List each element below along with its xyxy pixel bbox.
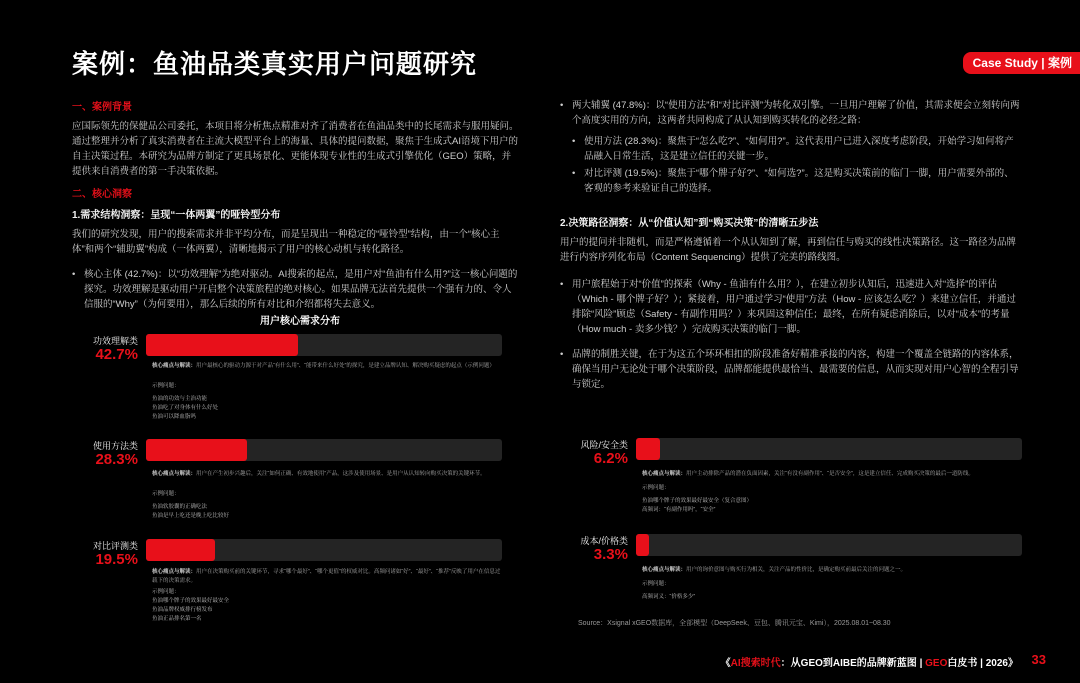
bullet-two-wings: • 两大辅翼 (47.8%)：以“使用方法”和“对比评测”为转化双引擎。一旦用户理解了价值，其需求便会立刻转向两个高度实用的方向，这两者共同构成了从认知到购买转化的必经之路： [560, 98, 1020, 128]
bar-track [636, 438, 1022, 460]
note-2-head: 核心痛点与解读： [152, 471, 197, 477]
note-3-examples [152, 588, 229, 624]
note-3-text: 用户在决策购买前的关键环节，寻求“哪个最好”、“哪个更值”的权威对比。高频问诸如“好”、“最好”、“推荐”反映了用户在信息过载下的决策需求。 [152, 569, 501, 584]
section-insight-heading: 二、核心洞察 [72, 189, 132, 200]
page-number: 33 [1031, 652, 1046, 667]
note-1-ex-item: 鱼油可以降血脂吗 [152, 414, 197, 420]
right-column [560, 98, 1020, 398]
note-3-ex-item: 鱼油品牌权威排行榜发布 [152, 607, 213, 613]
note-1-examples [152, 382, 218, 422]
bar-track [146, 439, 502, 461]
note-1-head: 核心痛点与解读： [152, 363, 197, 369]
sub-bullet-compare: • 对比评测 (19.5%)：聚焦于“哪个牌子好?”、“如何选?”。这是购买决策前的临门一脚，用户需要外部的、客观的参考来验证自己的选择。 [560, 166, 1020, 196]
note-1-ex-item: 鱼油的功效与主治功能 [152, 396, 208, 402]
footer-title [721, 654, 1018, 669]
bar-category-label: 使用方法类 [92, 441, 138, 451]
insight-2-heading: 2.决策路径洞察：从“价值认知”到“购买决策”的清晰五步法 [560, 218, 819, 229]
bar [636, 438, 660, 460]
chart-title: 用户核心需求分布 [260, 316, 340, 327]
insight-2-text: 用户的提问并非随机，而是严格遵循着一个从认知到了解，再到信任与购买的线性决策路径。这一路径为品牌进行内容序列化布局（Content Sequencing）提供了完美的路线图。 [560, 237, 1017, 263]
note-4-ex-item: 鱼油哪个牌子的效果最好最安全（复合意图） [642, 498, 753, 504]
note-5-examples [642, 580, 695, 602]
note-3-ex-item: 鱼油正品排名第一名 [152, 616, 202, 622]
bar-track [146, 539, 502, 561]
bar [146, 334, 298, 356]
note-3 [152, 568, 502, 586]
insight-1-heading: 1.需求结构洞察：呈现“一体两翼”的哑铃型分布 [72, 210, 281, 221]
bar-value-label: 3.3% [593, 546, 628, 563]
note-3-head: 核心痛点与解读： [152, 569, 197, 575]
note-1 [152, 362, 502, 371]
note-5-text: 用户的询价意图与购买行为相关，关注产品的性价比，是确定购买前最后关注的问题之一。 [686, 567, 907, 573]
bullet-core-body: • 核心主体 (42.7%)：以“功效理解”为绝对驱动。AI搜索的起点，是用户对“鱼油有什么用?”这一核心问题的探究。功效理解是驱动用户开启整个决策旅程的绝对核心。如果品牌无法首先提供一个强有力的、令人信服的“Why”（为何要用），那么后续的所有对比和介绍都将失去意义。 [72, 267, 520, 312]
bar-category-label: 对比评测类 [92, 541, 138, 551]
bullet-user-journey: • 用户旅程始于对“价值”的探索（Why - 鱼油有什么用？），在建立初步认知后，迅速进入对“选择”的评估（Which - 哪个牌子好？）；紧接着，用户通过学习“使用”方法（How - 应该怎么吃？）来建立信任，并通过排除“风险”顾虑（Safety - 有副作用吗？）来巩固这种信任；最终，在所有疑虑消除后，以对“成本”的考量（How much - 卖多少钱？）完成购买决策的临门一脚。 [560, 277, 1020, 337]
note-5-ex-head: 示例问题： [642, 581, 670, 587]
note-1-text: 用户最核心的驱动力源于对产品“有什么用”、“能带来什么好处”的探究，是建立品牌认知、解决购买疑虑的起点（示例问题） [196, 363, 495, 369]
bar-track [146, 334, 502, 356]
bar-value-label: 42.7% [95, 346, 138, 363]
bar-category-label: 成本/价格类 [580, 536, 628, 546]
note-4-examples [642, 484, 752, 515]
left-column [72, 98, 520, 318]
note-4-head: 核心痛点与解读： [642, 471, 687, 477]
note-4 [642, 470, 1022, 479]
note-4-ex-head: 示例问题： [642, 485, 670, 491]
sub-bullet-usage: • 使用方法 (28.3%)：聚焦于“怎么吃?”、“如何用?”。这代表用户已进入深度考虑阶段，开始学习如何将产品融入日常生活，这是建立信任的关键一步。 [560, 134, 1020, 164]
bar [146, 539, 215, 561]
note-3-ex-head: 示例问题： [152, 589, 180, 595]
bar-category-label: 风险/安全类 [580, 440, 628, 450]
note-5 [642, 566, 1022, 575]
footer-red-2: GEO [925, 658, 948, 669]
bullet-brand-key: • 品牌的制胜关键，在于为这五个环环相扣的阶段准备好精准承接的内容，构建一个覆盖全链路的内容体系，确保当用户无论处于哪个决策阶段，品牌都能提供最恰当、最需要的信息，从而实现对用户心智的全程引导与锁定。 [560, 347, 1020, 392]
footer-tail: 白皮书 | 2026》 [947, 658, 1018, 669]
page-title: 案例：鱼油品类真实用户问题研究 [72, 49, 478, 79]
footer-open: 《 [720, 658, 731, 669]
note-4-ex-item: 高频词：“有副作用吗”，“安全” [642, 507, 716, 513]
bar-value-label: 28.3% [95, 451, 138, 468]
case-study-badge: Case Study | 案例 [963, 52, 1080, 74]
section-background-text: 应国际领先的保健品公司委托，本项目将分析焦点精准对齐了消费者在鱼油品类中的长尾需求与服用疑问。通过整理并分析了真实消费者在主流大模型平台上的海量、具体的提问数据，聚焦于生成式AI语境下用户的自主决策过程。本研究为品牌方制定了更具场景化、更能体现专业性的生成式引擎优化（GEO）策略，并提供来自消费者的第一手决策依据。 [72, 121, 519, 177]
insight-1-text: 我们的研究发现，用户的搜索需求并非平均分布，而是呈现出一种稳定的“哑铃型”结构，由一个“核心主体”和两个“辅助翼”构成（一体两翼），清晰地揭示了用户的核心动机与转化路径。 [72, 229, 500, 255]
bar-value-label: 6.2% [593, 450, 628, 467]
footer-mid: ：从GEO到AIBE的品牌新蓝图 | [780, 658, 926, 669]
note-1-ex-head: 示例问题： [152, 383, 180, 389]
bar-category-label: 功效理解类 [92, 336, 138, 346]
source-note: Source：Xsignal xGEO数据库，全部模型（DeepSeek、豆包、腾讯元宝、Kimi），2025.08.01~08.30 [578, 620, 891, 627]
section-background-heading: 一、案例背景 [72, 102, 132, 113]
bar [146, 439, 247, 461]
bar-value-label: 19.5% [95, 551, 138, 568]
note-2-text: 用户在产生初步兴趣后，关注“如何正确、有效地使用”产品，这涉及使用场景、是用户从认知转向购买决策的关键环节。 [196, 471, 486, 477]
bar [636, 534, 649, 556]
note-2-ex-item: 鱼油是早上吃还是晚上吃比较好 [152, 513, 230, 519]
footer-red-1: AI搜索时代 [730, 658, 781, 669]
note-2-ex-head: 示例问题： [152, 491, 180, 497]
note-2-ex-item: 鱼油软胶囊的正确吃法 [152, 504, 208, 510]
note-1-ex-item: 鱼油吃了对身体有什么好处 [152, 405, 219, 411]
note-2 [152, 470, 502, 479]
note-5-head: 核心痛点与解读： [642, 567, 687, 573]
note-5-ex-item: 高频词义：“价格多少” [642, 594, 696, 600]
note-3-ex-item: 鱼油哪个牌子的效果最好最安全 [152, 598, 230, 604]
bar-track [636, 534, 1022, 556]
note-4-text: 用户主动排除产品的潜在负面因素，关注“有没有副作用”、“是否安全”，这是建立信任、完成购买决策的最后一道防线。 [686, 471, 974, 477]
note-2-examples [152, 490, 229, 521]
